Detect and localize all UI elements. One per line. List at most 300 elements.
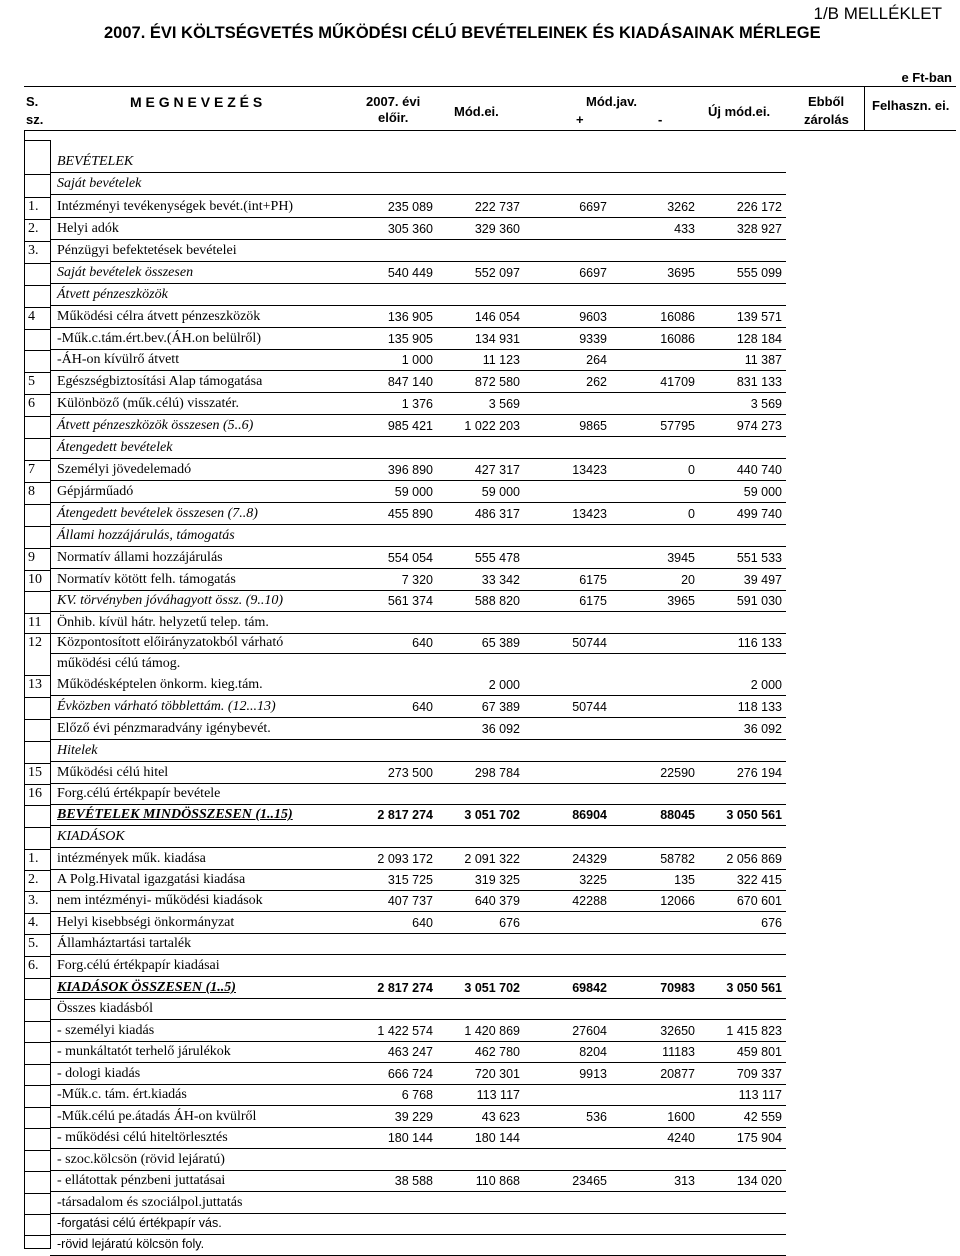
row-value: 59 000 — [481, 485, 520, 499]
row-value: 9913 — [579, 1067, 607, 1081]
row-value: 118 133 — [737, 700, 782, 714]
col-modjav-header: Mód.jav. — [586, 94, 638, 109]
row-underline — [50, 954, 786, 955]
row-rule — [24, 219, 51, 220]
row-label: Gépjárműadó — [57, 484, 134, 499]
row-rule — [24, 174, 51, 175]
row-underline — [50, 998, 786, 999]
row-value: 11183 — [662, 1045, 695, 1059]
row-label: Forg.célú értékpapír bevétele — [57, 786, 221, 801]
row-value: 298 784 — [474, 766, 520, 780]
row-value: 8204 — [579, 1045, 607, 1059]
row-underline — [50, 546, 786, 547]
row-value: 433 — [674, 222, 695, 236]
row-value: 16086 — [660, 310, 695, 324]
row-value: 3262 — [667, 200, 695, 214]
row-underline — [50, 1084, 786, 1085]
row-underline — [50, 392, 786, 393]
row-underline — [50, 1170, 786, 1171]
row-value: 555 099 — [736, 266, 782, 280]
row-value: 396 890 — [387, 463, 433, 477]
row-value: 110 868 — [475, 1174, 520, 1188]
row-label: nem intézményi- működési kiadások — [57, 893, 263, 908]
row-rule — [24, 263, 51, 264]
row-label: Személyi jövedelemadó — [57, 462, 192, 477]
row-value: 831 133 — [736, 375, 782, 389]
row-value: 38 588 — [394, 1174, 433, 1188]
row-label: -Műk.c. tám. ért.kiadás — [57, 1087, 187, 1102]
row-label: Különböző (műk.célú) visszatér. — [57, 396, 239, 411]
row-value: 16086 — [660, 332, 695, 346]
row-label: Átvett pénzeszközök — [57, 287, 168, 302]
row-value: 640 — [412, 916, 433, 930]
row-number: 5 — [28, 374, 35, 389]
row-value: 67 389 — [481, 700, 520, 714]
row-underline — [50, 327, 786, 328]
col-plan-header-2: előir. — [378, 110, 409, 125]
row-value: 591 030 — [736, 594, 782, 608]
row-value: 3 569 — [488, 397, 520, 411]
row-value: 41709 — [660, 375, 695, 389]
row-value: 552 097 — [474, 266, 520, 280]
row-underline — [50, 847, 786, 848]
row-label: Egészségbiztosítási Alap támogatása — [57, 374, 263, 389]
row-value: 273 500 — [387, 766, 433, 780]
row-underline — [50, 370, 786, 371]
row-value: 676 — [761, 916, 782, 930]
row-label: Átengedett bevételek összesen (7..8) — [57, 506, 258, 521]
row-value: 13423 — [572, 463, 607, 477]
row-value: 264 — [586, 353, 607, 367]
row-underline — [50, 633, 786, 634]
row-value: 12066 — [660, 894, 695, 908]
row-value: 872 580 — [474, 375, 520, 389]
header-top-rule — [24, 86, 956, 87]
row-value: 2 000 — [488, 678, 520, 692]
row-value: 2 817 274 — [377, 981, 433, 995]
row-rule — [24, 1064, 51, 1065]
row-rule — [24, 675, 51, 676]
row-label: KIADÁSOK ÖSSZESEN (1..5) — [57, 980, 236, 995]
row-value: 139 571 — [736, 310, 782, 324]
row-underline — [50, 1191, 786, 1192]
row-rule — [24, 978, 51, 979]
row-value: 88045 — [660, 808, 695, 822]
row-value: 2 093 172 — [377, 852, 433, 866]
row-label: Hitelek — [57, 743, 98, 758]
row-rule — [24, 350, 51, 351]
row-value: 640 — [412, 636, 433, 650]
row-number: 12 — [28, 635, 42, 650]
row-value: 3695 — [667, 266, 695, 280]
row-value: 59 000 — [394, 485, 433, 499]
row-number: 5. — [28, 936, 39, 951]
row-value: 3 051 702 — [464, 808, 520, 822]
row-label: Összes kiadásból — [57, 1001, 154, 1016]
row-label: Pénzügyi befektetések bevételei — [57, 243, 237, 258]
row-label: -Műk.célú pe.átadás ÁH-on kvülről — [57, 1109, 257, 1124]
row-value: 3 569 — [750, 397, 782, 411]
row-value: 1 376 — [401, 397, 433, 411]
row-value: 1 022 203 — [464, 419, 520, 433]
row-value: 6175 — [579, 573, 607, 587]
row-value: 59 000 — [743, 485, 782, 499]
row-underline — [50, 761, 786, 762]
row-value: 463 247 — [387, 1045, 433, 1059]
row-underline — [50, 911, 786, 912]
row-label: Előző évi pénzmaradvány igénybevét. — [57, 721, 271, 736]
row-label: Átvett pénzeszközök összesen (5..6) — [57, 418, 254, 433]
row-underline — [50, 1148, 786, 1149]
row-underline — [50, 804, 786, 805]
row-value: 720 301 — [474, 1067, 520, 1081]
row-number: 16 — [28, 786, 42, 801]
col-desc-header: M E G N E V E Z É S — [130, 94, 263, 110]
row-value: 11 123 — [482, 353, 520, 367]
row-value: 116 133 — [737, 636, 782, 650]
row-label: Évközben várható többlettám. (12...13) — [57, 699, 276, 714]
row-label: -forgatási célú értékpapír vás. — [57, 1216, 222, 1230]
row-underline — [50, 653, 786, 654]
row-underline — [50, 1062, 786, 1063]
row-value: 32650 — [660, 1024, 695, 1038]
row-rule — [24, 805, 51, 806]
row-value: 135 — [674, 873, 695, 887]
unit-label: e Ft-ban — [901, 70, 952, 85]
row-label: Helyi kisebbségi önkormányzat — [57, 915, 235, 930]
row-rule — [24, 329, 51, 330]
row-value: 24329 — [572, 852, 607, 866]
row-value: 2 000 — [750, 678, 782, 692]
row-underline — [50, 1213, 786, 1214]
row-value: 847 140 — [387, 375, 433, 389]
row-number: 6. — [28, 958, 39, 973]
row-label-cont: működési célú támog. — [57, 656, 181, 671]
row-number: 9 — [28, 550, 35, 565]
annex-label: 1/B MELLÉKLET — [813, 4, 942, 23]
row-underline — [50, 1127, 786, 1128]
row-rule — [24, 1214, 51, 1215]
row-label: - dologi kiadás — [57, 1066, 141, 1081]
row-number: 7 — [28, 462, 35, 477]
row-label: -ÁH-on kívülrő átvett — [57, 352, 180, 367]
row-number: 8 — [28, 484, 35, 499]
row-rule — [24, 1021, 51, 1022]
row-label: Működésképtelen önkorm. kieg.tám. — [57, 677, 263, 692]
row-value: 43 623 — [481, 1110, 520, 1124]
row-underline — [50, 739, 786, 740]
row-rule — [24, 591, 51, 592]
row-rule — [24, 741, 51, 742]
row-label: Helyi adók — [57, 221, 119, 236]
row-rule — [24, 891, 51, 892]
row-number: 1. — [28, 851, 39, 866]
row-value: 561 374 — [387, 594, 433, 608]
row-number: 2. — [28, 872, 39, 887]
row-label: Államháztartási tartalék — [57, 936, 192, 951]
row-value: 315 725 — [387, 873, 433, 887]
row-rule — [24, 372, 51, 373]
row-value: 136 905 — [387, 310, 433, 324]
row-underline — [50, 611, 786, 612]
row-underline — [50, 933, 786, 934]
row-value: 588 820 — [474, 594, 520, 608]
row-rule — [24, 999, 51, 1000]
row-underline — [50, 261, 786, 262]
row-value: 666 724 — [387, 1067, 433, 1081]
row-value: 33 342 — [481, 573, 520, 587]
row-value: 3945 — [667, 551, 695, 565]
row-value: 1600 — [667, 1110, 695, 1124]
row-label: Saját bevételek összesen — [57, 265, 194, 280]
row-rule — [24, 438, 51, 439]
row-value: 22590 — [660, 766, 695, 780]
row-value: 329 360 — [474, 222, 520, 236]
row-underline — [50, 568, 786, 569]
col-new-header: Új mód.ei. — [708, 104, 771, 119]
row-value: 276 194 — [736, 766, 782, 780]
row-value: 20 — [681, 573, 695, 587]
table-left-rule — [24, 130, 25, 1248]
row-rule — [24, 526, 51, 527]
row-rule — [24, 307, 51, 308]
row-value: 69842 — [572, 981, 607, 995]
row-value: 0 — [688, 463, 695, 477]
row-underline — [50, 1041, 786, 1042]
row-rule — [24, 460, 51, 461]
row-value: 50744 — [572, 700, 607, 714]
row-value: 134 931 — [474, 332, 520, 346]
row-rule — [24, 1171, 51, 1172]
row-rule — [24, 570, 51, 571]
row-rule — [24, 849, 51, 850]
row-value: 42288 — [572, 894, 607, 908]
col-no-header-1: S. — [26, 94, 39, 109]
row-underline — [50, 783, 786, 784]
row-label: A Polg.Hivatal igazgatási kiadása — [57, 872, 246, 887]
row-underline — [50, 480, 786, 481]
row-value: 459 801 — [736, 1045, 782, 1059]
row-value: 86904 — [572, 808, 607, 822]
row-rule — [24, 870, 51, 871]
row-label: - ellátottak pénzbeni juttatásai — [57, 1173, 226, 1188]
row-underline — [50, 825, 786, 826]
row-value: 135 905 — [387, 332, 433, 346]
row-rule — [24, 1107, 51, 1108]
row-underline — [50, 414, 786, 415]
col-minus-header: - — [658, 112, 663, 127]
row-value: 1 000 — [401, 353, 433, 367]
col-plus-header: + — [576, 112, 584, 127]
row-value: 20877 — [660, 1067, 695, 1081]
row-number: 11 — [28, 615, 42, 630]
row-label: Forg.célú értékpapír kiadásai — [57, 958, 220, 973]
row-value: 9339 — [579, 332, 607, 346]
row-label: Normatív kötött felh. támogatás — [57, 572, 236, 587]
row-label: Működési célra átvett pénzeszközök — [57, 309, 261, 324]
row-value: 3 051 702 — [464, 981, 520, 995]
table-bottom-rule — [24, 1248, 51, 1249]
row-value: 23465 — [572, 1174, 607, 1188]
row-value: 305 360 — [387, 222, 433, 236]
row-value: 65 389 — [481, 636, 520, 650]
row-underline — [50, 717, 786, 718]
row-value: 499 740 — [736, 507, 782, 521]
row-value: 1 422 574 — [377, 1024, 433, 1038]
row-value: 462 780 — [474, 1045, 520, 1059]
row-label: Normatív állami hozzájárulás — [57, 550, 223, 565]
row-label: KIADÁSOK — [57, 829, 125, 844]
row-value: 175 904 — [736, 1131, 782, 1145]
row-value: 6697 — [579, 266, 607, 280]
row-underline — [50, 305, 786, 306]
row-underline — [50, 1105, 786, 1106]
row-value: 2 091 322 — [464, 852, 520, 866]
col-no-header-2: sz. — [26, 112, 44, 127]
row-value: 554 054 — [387, 551, 433, 565]
row-value: 9865 — [579, 419, 607, 433]
row-value: 1 420 869 — [464, 1024, 520, 1038]
row-value: 6175 — [579, 594, 607, 608]
row-value: 128 184 — [736, 332, 782, 346]
row-rule — [24, 719, 51, 720]
row-value: 551 533 — [736, 551, 782, 565]
row-number: 1. — [28, 199, 39, 214]
row-value: 540 449 — [387, 266, 433, 280]
row-value: 42 559 — [743, 1110, 782, 1124]
row-underline — [50, 194, 786, 195]
row-label: -rövid lejáratú kölcsön foly. — [57, 1237, 205, 1251]
row-value: 39 497 — [743, 573, 782, 587]
row-value: 640 379 — [474, 894, 520, 908]
row-value: 455 890 — [387, 507, 433, 521]
row-value: 3 050 561 — [726, 981, 782, 995]
row-number: 4. — [28, 915, 39, 930]
row-value: 180 144 — [387, 1131, 433, 1145]
row-underline — [50, 590, 786, 591]
row-value: 262 — [586, 375, 607, 389]
row-rule — [24, 1042, 51, 1043]
row-rule — [24, 784, 51, 785]
row-rule — [24, 285, 51, 286]
header-col-rule — [864, 86, 865, 130]
row-underline — [50, 172, 786, 173]
row-underline — [50, 1234, 786, 1235]
row-rule — [24, 394, 51, 395]
row-value: 4240 — [667, 1131, 695, 1145]
row-label: - működési célú hiteltörlesztés — [57, 1130, 228, 1145]
row-label: Önhib. kívül hátr. helyzetű telep. tám. — [57, 615, 269, 630]
row-rule — [24, 1128, 51, 1129]
row-label: BEVÉTELEK — [57, 154, 134, 169]
page-title: 2007. ÉVI KÖLTSÉGVETÉS MŰKÖDÉSI CÉLÚ BEVÉTELEINEK ÉS KIADÁSAINAK MÉRLEGE — [104, 24, 821, 42]
row-value: 36 092 — [481, 722, 520, 736]
row-value: 235 089 — [387, 200, 433, 214]
row-underline — [50, 502, 786, 503]
row-number: 13 — [28, 677, 42, 692]
row-value: 555 478 — [474, 551, 520, 565]
row-value: 113 117 — [738, 1088, 782, 1102]
row-rule — [24, 934, 51, 935]
row-rule — [24, 763, 51, 764]
row-rule — [24, 913, 51, 914]
row-value: 486 317 — [474, 507, 520, 521]
row-value: 985 421 — [387, 419, 433, 433]
row-label: -társadalom és szociálpol.juttatás — [57, 1195, 243, 1210]
row-value: 134 020 — [736, 1174, 782, 1188]
row-underline — [50, 524, 786, 525]
row-value: 146 054 — [474, 310, 520, 324]
row-value: 440 740 — [736, 463, 782, 477]
row-underline — [50, 458, 786, 459]
row-underline — [50, 869, 786, 870]
row-value: 13423 — [572, 507, 607, 521]
row-label: KV. törvényben jóváhagyott össz. (9..10) — [57, 593, 284, 608]
row-underline — [50, 283, 786, 284]
row-value: 226 172 — [736, 200, 782, 214]
row-value: 113 117 — [476, 1088, 520, 1102]
row-underline — [50, 976, 786, 977]
row-underline — [50, 217, 786, 218]
row-number: 3. — [28, 893, 39, 908]
row-value: 974 273 — [736, 419, 782, 433]
row-rule — [24, 416, 51, 417]
row-value: 57795 — [660, 419, 695, 433]
row-value: 427 317 — [474, 463, 520, 477]
row-value: 3225 — [579, 873, 607, 887]
row-value: 27604 — [572, 1024, 607, 1038]
row-value: 6697 — [579, 200, 607, 214]
row-label: BEVÉTELEK MINDÖSSZESEN (1..15) — [57, 807, 293, 822]
row-value: 0 — [688, 507, 695, 521]
row-number: 2. — [28, 221, 39, 236]
row-value: 180 144 — [474, 1131, 520, 1145]
col-used-header: Felhaszn. ei. — [872, 98, 950, 113]
row-rule — [24, 241, 51, 242]
row-rule — [24, 1085, 51, 1086]
row-rule — [24, 956, 51, 957]
row-value: 11 387 — [744, 353, 782, 367]
row-label: - munkáltatót terhelő járulékok — [57, 1044, 231, 1059]
row-label: Központosított előirányzatokból várható — [57, 635, 284, 650]
row-value: 70983 — [660, 981, 695, 995]
row-value: 3965 — [667, 594, 695, 608]
row-value: 6 768 — [401, 1088, 433, 1102]
row-rule — [24, 697, 51, 698]
row-value: 640 — [412, 700, 433, 714]
row-value: 9603 — [579, 310, 607, 324]
header-bottom-rule — [24, 130, 956, 131]
row-value: 50744 — [572, 636, 607, 650]
row-label: Működési célú hitel — [57, 765, 169, 780]
row-label: - szoc.kölcsön (rövid lejáratú) — [57, 1152, 225, 1167]
row-value: 709 337 — [736, 1067, 782, 1081]
row-label: - személyi kiadás — [57, 1023, 155, 1038]
row-label: Intézményi tevékenységek bevét.(int+PH) — [57, 199, 294, 214]
row-rule — [24, 633, 51, 634]
row-number: 4 — [28, 309, 35, 324]
col-mod-header: Mód.ei. — [454, 104, 499, 119]
table-top-rule — [24, 140, 51, 141]
row-number: 3. — [28, 243, 39, 258]
row-rule — [24, 482, 51, 483]
row-value: 676 — [499, 916, 520, 930]
row-number: 6 — [28, 396, 35, 411]
row-label: Átengedett bevételek — [57, 440, 173, 455]
row-value: 319 325 — [474, 873, 520, 887]
row-label: Saját bevételek — [57, 176, 142, 191]
row-value: 222 737 — [474, 200, 520, 214]
